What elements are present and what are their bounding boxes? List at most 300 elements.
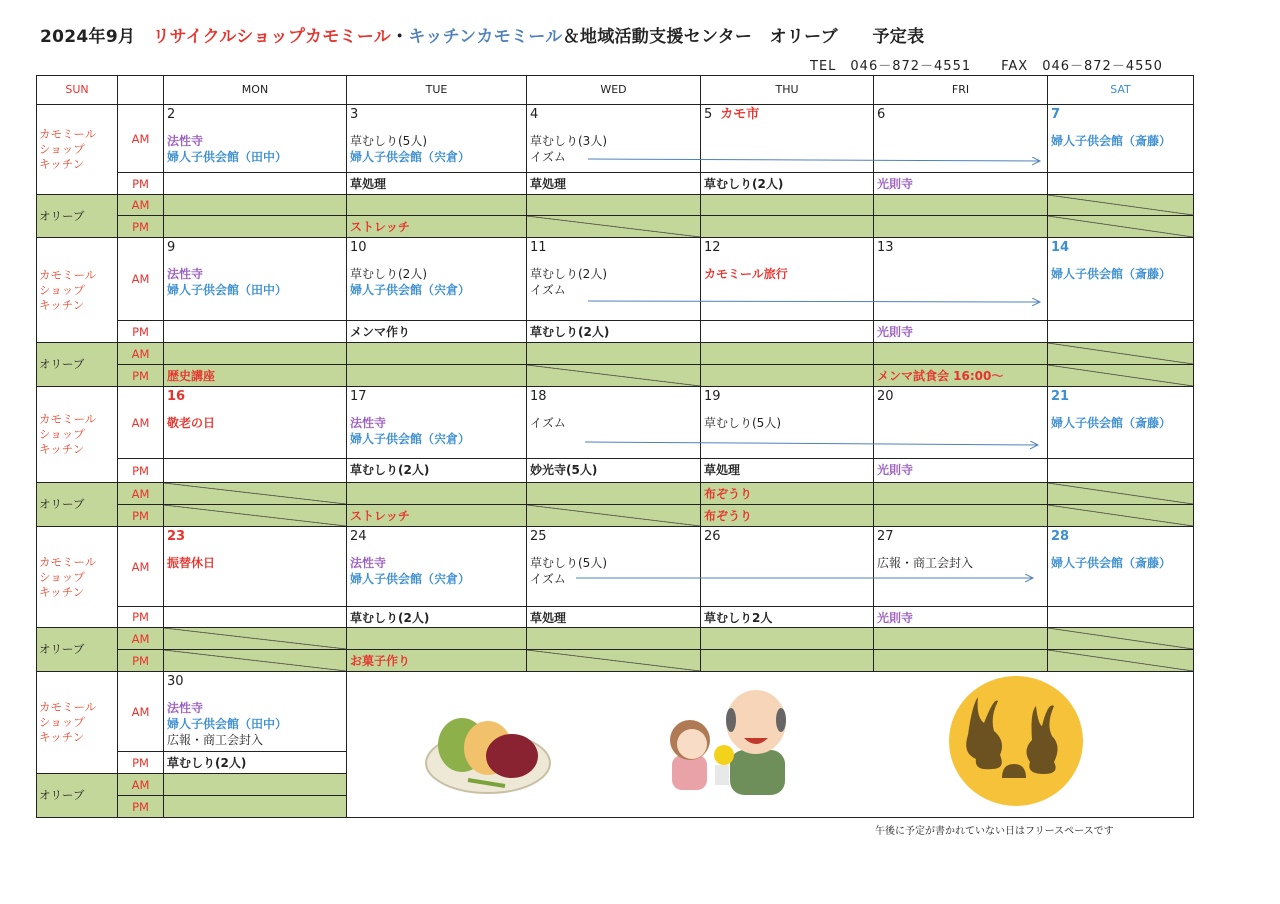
- olive-cell-pm[interactable]: [163, 215, 347, 238]
- am-label-text: AM: [131, 346, 150, 361]
- schedule-entry: 草むしり2人: [704, 611, 773, 625]
- olive-cell-am[interactable]: [1047, 482, 1194, 505]
- olive-cell-pm[interactable]: [1047, 215, 1194, 238]
- pm-label-text: PM: [132, 219, 149, 234]
- date-number-text: 10: [350, 240, 367, 255]
- day-cell-pm[interactable]: [700, 320, 874, 343]
- olive-label-text: オリーブ: [39, 497, 85, 511]
- day-cell-am[interactable]: [346, 526, 527, 607]
- day-cell-pm[interactable]: [700, 606, 874, 628]
- schedule-entry: 振替休日: [167, 556, 216, 570]
- olive-cell-am[interactable]: [163, 482, 347, 505]
- day-cell-am[interactable]: [1047, 386, 1194, 459]
- footer-note: 午後に予定が書かれていない日はフリースペースです: [875, 826, 1114, 837]
- date-number-text: 18: [530, 389, 547, 404]
- olive-label: [36, 773, 118, 818]
- olive-cell-am[interactable]: [700, 627, 874, 650]
- olive-cell-pm[interactable]: [163, 795, 347, 818]
- date-number: [530, 389, 547, 405]
- day-label: WED: [600, 83, 627, 96]
- schedule-entry: 光則寺: [877, 463, 914, 477]
- day-label: THU: [775, 83, 799, 96]
- am-label: [117, 671, 164, 752]
- day-cell-pm[interactable]: [163, 320, 347, 343]
- schedule-entry: 草むしり(2人): [350, 463, 430, 477]
- olive-am-label: [117, 482, 164, 505]
- olive-cell-pm[interactable]: [700, 504, 874, 527]
- date-number: [1051, 240, 1069, 256]
- olive-cell-pm[interactable]: [700, 215, 874, 238]
- olive-cell-am[interactable]: [700, 482, 874, 505]
- olive-cell-am[interactable]: [700, 194, 874, 216]
- olive-cell-am[interactable]: [346, 482, 527, 505]
- event-text: カモ市: [720, 107, 760, 122]
- day-cell-am[interactable]: [526, 104, 701, 173]
- day-cell-pm[interactable]: [873, 320, 1048, 343]
- day-header-sat: [1047, 75, 1194, 105]
- olive-cell-pm[interactable]: [526, 215, 701, 238]
- am-entries: [167, 555, 215, 571]
- olive-label-text: オリーブ: [39, 208, 85, 223]
- olive-pm-label: [117, 649, 164, 672]
- date-number: [167, 240, 175, 256]
- schedule-entry: 草処理: [350, 177, 387, 191]
- day-cell-pm[interactable]: [526, 606, 701, 628]
- schedule-entry: 法性寺: [350, 556, 387, 570]
- date-number: [350, 240, 367, 256]
- schedule-entry: 広報・商工会封入: [167, 733, 264, 747]
- date-number-text: 5: [704, 107, 713, 122]
- day-header-thu: [700, 75, 874, 105]
- olive-cell-am[interactable]: [1047, 627, 1194, 650]
- schedule-entry: 婦人子供会館（田中）: [167, 283, 288, 297]
- olive-cell-pm[interactable]: [346, 364, 527, 387]
- shop-kitchen-label-text: カモミール ショップ キッチン: [39, 127, 97, 171]
- day-label: SAT: [1110, 83, 1131, 96]
- olive-cell-pm[interactable]: [873, 215, 1048, 238]
- shop-kitchen-label-text: カモミール ショップ キッチン: [39, 267, 97, 312]
- pm-label: [117, 458, 164, 483]
- tel-number: TEL 046－872－4551: [810, 59, 972, 74]
- olive-cell-am[interactable]: [700, 342, 874, 365]
- date-number-text: 23: [167, 529, 186, 544]
- day-cell-pm[interactable]: [346, 320, 527, 343]
- title-month: 2024年9月: [40, 27, 136, 47]
- olive-cell-am[interactable]: [1047, 342, 1194, 365]
- date-number-text: 12: [704, 240, 721, 255]
- day-cell-am[interactable]: [163, 526, 347, 607]
- day-label: FRI: [951, 83, 970, 96]
- day-cell-am[interactable]: [873, 237, 1048, 321]
- am-label-text: AM: [131, 272, 150, 286]
- date-number: [167, 389, 185, 405]
- schedule-entry: 婦人子供会館（宍倉）: [350, 432, 471, 446]
- shop-kitchen-label: [36, 671, 118, 774]
- schedule-entry: 婦人子供会館（斎藤）: [1051, 134, 1172, 148]
- schedule-entry: イズム: [530, 150, 566, 164]
- schedule-entry: 婦人子供会館（斎藤）: [1051, 556, 1172, 570]
- day-cell-pm[interactable]: [163, 606, 347, 628]
- olive-label: [36, 342, 118, 387]
- olive-cell-pm[interactable]: [526, 504, 701, 527]
- olive-cell-pm[interactable]: [163, 364, 347, 387]
- date-number-text: 20: [877, 389, 894, 404]
- date-number-text: 6: [877, 107, 886, 122]
- am-entries: [167, 266, 287, 298]
- date-number-text: 4: [530, 107, 539, 122]
- day-cell-pm[interactable]: [163, 751, 347, 774]
- schedule-entry: 草処理: [704, 463, 741, 477]
- day-header-sun: [36, 75, 118, 105]
- olive-cell-am[interactable]: [873, 482, 1048, 505]
- am-label-text: AM: [131, 777, 150, 792]
- day-cell-pm[interactable]: [163, 172, 347, 195]
- olive-pm-label: [117, 215, 164, 238]
- schedule-entry: 婦人子供会館（宍倉）: [350, 283, 471, 297]
- schedule-entry: 光則寺: [877, 611, 914, 625]
- date-number-text: 3: [350, 107, 359, 122]
- schedule-entry: メンマ作り: [350, 325, 411, 339]
- olive-cell-pm[interactable]: [346, 504, 527, 527]
- day-cell-pm[interactable]: [346, 172, 527, 195]
- schedule-entry: 広報・商工会封入: [877, 556, 974, 570]
- day-cell-am[interactable]: [700, 104, 874, 173]
- date-number-text: 21: [1051, 389, 1070, 404]
- schedule-entry: 法性寺: [350, 416, 387, 430]
- day-header-tue: [346, 75, 527, 105]
- am-entries: [350, 133, 470, 165]
- day-cell-am[interactable]: [700, 237, 874, 321]
- date-number-text: 26: [704, 529, 721, 544]
- olive-cell-am[interactable]: [873, 194, 1048, 216]
- schedule-entry: 草むしり(5人): [530, 556, 607, 570]
- am-entries: [167, 700, 287, 748]
- day-cell-am[interactable]: [526, 526, 701, 607]
- day-cell-pm[interactable]: [700, 172, 874, 195]
- olive-cell-pm[interactable]: [873, 364, 1048, 387]
- schedule-entry: 婦人子供会館（田中）: [167, 717, 288, 731]
- schedule-entry: 草むしり(2人): [350, 267, 427, 281]
- olive-cell-am[interactable]: [526, 342, 701, 365]
- date-number: [530, 240, 547, 256]
- date-number-text: 17: [350, 389, 367, 404]
- day-cell-am[interactable]: [346, 104, 527, 173]
- olive-cell-pm[interactable]: [526, 364, 701, 387]
- am-entries: [350, 415, 470, 447]
- date-number: [1051, 529, 1069, 545]
- am-entries: [530, 415, 566, 431]
- day-cell-pm[interactable]: [1047, 606, 1194, 628]
- schedule-entry: 婦人子供会館（田中）: [167, 150, 288, 164]
- schedule-entry: 妙光寺(5人): [530, 463, 598, 477]
- olive-cell-pm[interactable]: [1047, 649, 1194, 672]
- olive-entry: メンマ試食会 16:00～: [877, 369, 1004, 383]
- schedule-entry: 光則寺: [877, 325, 914, 339]
- am-label-text: AM: [131, 415, 150, 430]
- day-cell-am[interactable]: [700, 386, 874, 459]
- olive-cell-am[interactable]: [163, 342, 347, 365]
- schedule-entry: 婦人子供会館（宍倉）: [350, 150, 471, 164]
- olive-cell-am[interactable]: [163, 773, 347, 796]
- pm-label: [117, 172, 164, 195]
- schedule-entry: 草むしり(2人): [530, 325, 610, 339]
- schedule-entry: 草むしり(2人): [530, 267, 607, 281]
- date-number-text: 27: [877, 529, 894, 544]
- am-entries: [530, 266, 607, 298]
- olive-cell-pm[interactable]: [873, 649, 1048, 672]
- schedule-entry: 婦人子供会館（斎藤）: [1051, 267, 1172, 281]
- day-cell-am[interactable]: [163, 671, 347, 752]
- olive-entry: 歴史講座: [167, 369, 216, 383]
- day-cell-pm[interactable]: [873, 458, 1048, 483]
- schedule-entry: 光則寺: [877, 177, 914, 191]
- pm-label-text: PM: [132, 610, 149, 624]
- am-entries: [1051, 266, 1171, 282]
- am-label-text: AM: [131, 559, 150, 574]
- shop-kitchen-label-text: カモミール ショップ キッチン: [39, 412, 97, 456]
- olive-cell-pm[interactable]: [163, 504, 347, 527]
- pm-label-text: PM: [132, 368, 149, 383]
- schedule-entry: 婦人子供会館（宍倉）: [350, 572, 471, 586]
- date-number-text: 9: [167, 240, 176, 255]
- date-number-text: 28: [1051, 529, 1070, 544]
- day-cell-pm[interactable]: [1047, 458, 1194, 483]
- pm-label-text: PM: [132, 799, 149, 814]
- olive-am-label: [117, 773, 164, 796]
- olive-entry: ストレッチ: [350, 509, 410, 523]
- olive-am-label: [117, 342, 164, 365]
- schedule-entry: カモミール旅行: [704, 267, 788, 281]
- date-number: [877, 389, 894, 405]
- day-cell-am[interactable]: [526, 237, 701, 321]
- day-cell-am[interactable]: [700, 526, 874, 607]
- am-entries: [704, 266, 788, 282]
- olive-label: [36, 482, 118, 527]
- shop-kitchen-label: [36, 104, 118, 195]
- olive-am-label: [117, 627, 164, 650]
- day-cell-am[interactable]: [873, 526, 1048, 607]
- am-label: [117, 237, 164, 321]
- day-header-fri: [873, 75, 1048, 105]
- day-cell-pm[interactable]: [346, 458, 527, 483]
- am-label-text: AM: [131, 486, 150, 501]
- schedule-entry: 婦人子供会館（斎藤）: [1051, 416, 1172, 430]
- am-entries: [877, 555, 973, 571]
- day-cell-pm[interactable]: [873, 606, 1048, 628]
- date-number-text: 11: [530, 240, 547, 255]
- title-rest: ＆地域活動支援センター オリーブ 予定表: [562, 27, 925, 47]
- day-cell-am[interactable]: [346, 237, 527, 321]
- date-number: [350, 389, 367, 405]
- date-number: [530, 529, 547, 545]
- olive-label-text: オリーブ: [39, 642, 85, 656]
- olive-entry: ストレッチ: [350, 220, 410, 234]
- schedule-entry: 草むしり(5人): [350, 134, 427, 148]
- date-number: [350, 107, 358, 123]
- olive-am-label: [117, 194, 164, 216]
- date-number: [530, 107, 538, 123]
- olive-cell-pm[interactable]: [1047, 504, 1194, 527]
- olive-cell-am[interactable]: [163, 194, 347, 216]
- schedule-entry: イズム: [530, 283, 566, 297]
- day-cell-am[interactable]: [526, 386, 701, 459]
- olive-label: [36, 194, 118, 238]
- shop-kitchen-label-text: カモミール ショップ キッチン: [39, 700, 97, 744]
- date-number: [704, 389, 721, 405]
- olive-entry: 布ぞうり: [704, 487, 753, 501]
- olive-label-text: オリーブ: [39, 357, 85, 371]
- am-label-text: AM: [131, 704, 150, 719]
- olive-cell-pm[interactable]: [700, 649, 874, 672]
- schedule-entry: 草むしり(2人): [350, 611, 430, 625]
- am-entries: [530, 133, 607, 165]
- day-cell-pm[interactable]: [873, 172, 1048, 195]
- olive-entry: 布ぞうり: [704, 509, 753, 523]
- olive-cell-pm[interactable]: [700, 364, 874, 387]
- shop-kitchen-label-text: カモミール ショップ キッチン: [39, 554, 97, 599]
- olive-cell-pm[interactable]: [526, 649, 701, 672]
- date-number: [167, 107, 175, 123]
- schedule-entry: 法性寺: [167, 134, 204, 148]
- am-entries: [167, 133, 287, 165]
- date-number: [704, 529, 721, 545]
- olive-cell-am[interactable]: [163, 627, 347, 650]
- schedule-entry: 法性寺: [167, 267, 204, 281]
- day-cell-pm[interactable]: [1047, 172, 1194, 195]
- date-number-text: 16: [167, 389, 186, 404]
- olive-cell-am[interactable]: [873, 342, 1048, 365]
- day-cell-am[interactable]: [163, 104, 347, 173]
- day-cell-am[interactable]: [1047, 104, 1194, 173]
- pm-label-text: PM: [132, 463, 149, 478]
- date-number-text: 19: [704, 389, 721, 404]
- day-cell-pm[interactable]: [526, 320, 701, 343]
- am-entries: [704, 415, 781, 431]
- pm-label-text: PM: [132, 176, 149, 191]
- olive-cell-pm[interactable]: [873, 504, 1048, 527]
- schedule-entry: 草処理: [530, 177, 567, 191]
- day-cell-am[interactable]: [163, 386, 347, 459]
- olive-pm-label: [117, 504, 164, 527]
- schedule-entry: 法性寺: [167, 701, 204, 715]
- date-number: [167, 529, 185, 545]
- shop-kitchen-label: [36, 237, 118, 343]
- day-cell-am[interactable]: [873, 386, 1048, 459]
- olive-label-text: オリーブ: [39, 788, 85, 802]
- am-entries: [350, 266, 470, 298]
- day-cell-am[interactable]: [1047, 237, 1194, 321]
- olive-cell-am[interactable]: [873, 627, 1048, 650]
- day-cell-pm[interactable]: [700, 458, 874, 483]
- am-entries: [1051, 133, 1171, 149]
- am-label-text: AM: [131, 131, 150, 146]
- date-number: [704, 240, 721, 256]
- pm-label-text: PM: [132, 508, 149, 523]
- date-number-text: 30: [167, 674, 184, 689]
- title-shop: リサイクルショップカモミール: [152, 27, 392, 47]
- pm-label-text: PM: [132, 755, 149, 770]
- pm-label: [117, 751, 164, 774]
- olive-cell-am[interactable]: [1047, 194, 1194, 216]
- date-number-text: 24: [350, 529, 367, 544]
- date-number: [1051, 389, 1069, 405]
- olive-cell-am[interactable]: [526, 627, 701, 650]
- pm-label-text: PM: [132, 324, 149, 339]
- day-label: TUE: [425, 83, 448, 96]
- am-entries: [350, 555, 470, 587]
- olive-pm-label: [117, 364, 164, 387]
- am-entries: [1051, 415, 1171, 431]
- day-header-blank: [117, 75, 164, 105]
- olive-pm-label: [117, 795, 164, 818]
- shop-kitchen-label: [36, 526, 118, 628]
- am-entries: [1051, 555, 1171, 571]
- illustration-area: [346, 671, 1194, 818]
- day-label: SUN: [65, 83, 89, 96]
- olive-cell-am[interactable]: [346, 194, 527, 216]
- date-number-text: 14: [1051, 240, 1070, 255]
- schedule-entry: イズム: [530, 416, 566, 430]
- pm-label: [117, 320, 164, 343]
- olive-cell-am[interactable]: [346, 627, 527, 650]
- fax-number: FAX 046－872－4550: [1001, 59, 1163, 74]
- day-cell-am[interactable]: [163, 237, 347, 321]
- am-label: [117, 104, 164, 173]
- date-number: [877, 107, 885, 123]
- date-number-text: 25: [530, 529, 547, 544]
- schedule-entry: イズム: [530, 572, 566, 586]
- am-entries: [167, 415, 215, 431]
- day-header-mon: [163, 75, 347, 105]
- day-cell-am[interactable]: [873, 104, 1048, 173]
- day-cell-pm[interactable]: [526, 172, 701, 195]
- date-number: [704, 107, 759, 123]
- date-number: [877, 529, 894, 545]
- day-cell-am[interactable]: [346, 386, 527, 459]
- day-header-wed: [526, 75, 701, 105]
- date-number: [1051, 107, 1060, 123]
- olive-cell-pm[interactable]: [163, 649, 347, 672]
- schedule-entry: 草処理: [530, 611, 567, 625]
- date-number: [877, 240, 894, 256]
- shop-kitchen-label: [36, 386, 118, 483]
- olive-cell-am[interactable]: [526, 482, 701, 505]
- am-label: [117, 386, 164, 459]
- olive-cell-pm[interactable]: [346, 215, 527, 238]
- day-cell-pm[interactable]: [526, 458, 701, 483]
- olive-label: [36, 627, 118, 672]
- am-label: [117, 526, 164, 607]
- schedule-entry: 草むしり(5人): [704, 416, 781, 430]
- am-label-text: AM: [131, 198, 150, 212]
- schedule-entry: 草むしり(3人): [530, 134, 607, 148]
- title-kitchen: キッチンカモミール: [408, 27, 563, 47]
- day-cell-pm[interactable]: [346, 606, 527, 628]
- olive-cell-pm[interactable]: [346, 649, 527, 672]
- olive-cell-am[interactable]: [526, 194, 701, 216]
- day-cell-pm[interactable]: [1047, 320, 1194, 343]
- olive-cell-pm[interactable]: [1047, 364, 1194, 387]
- day-label: MON: [241, 83, 269, 96]
- day-cell-pm[interactable]: [163, 458, 347, 483]
- olive-cell-am[interactable]: [346, 342, 527, 365]
- schedule-entry: 草むしり(2人): [704, 177, 784, 191]
- pm-label-text: PM: [132, 653, 149, 668]
- day-cell-am[interactable]: [1047, 526, 1194, 607]
- date-number: [167, 674, 184, 690]
- date-number-text: 13: [877, 240, 894, 255]
- olive-entry: お菓子作り: [350, 654, 411, 668]
